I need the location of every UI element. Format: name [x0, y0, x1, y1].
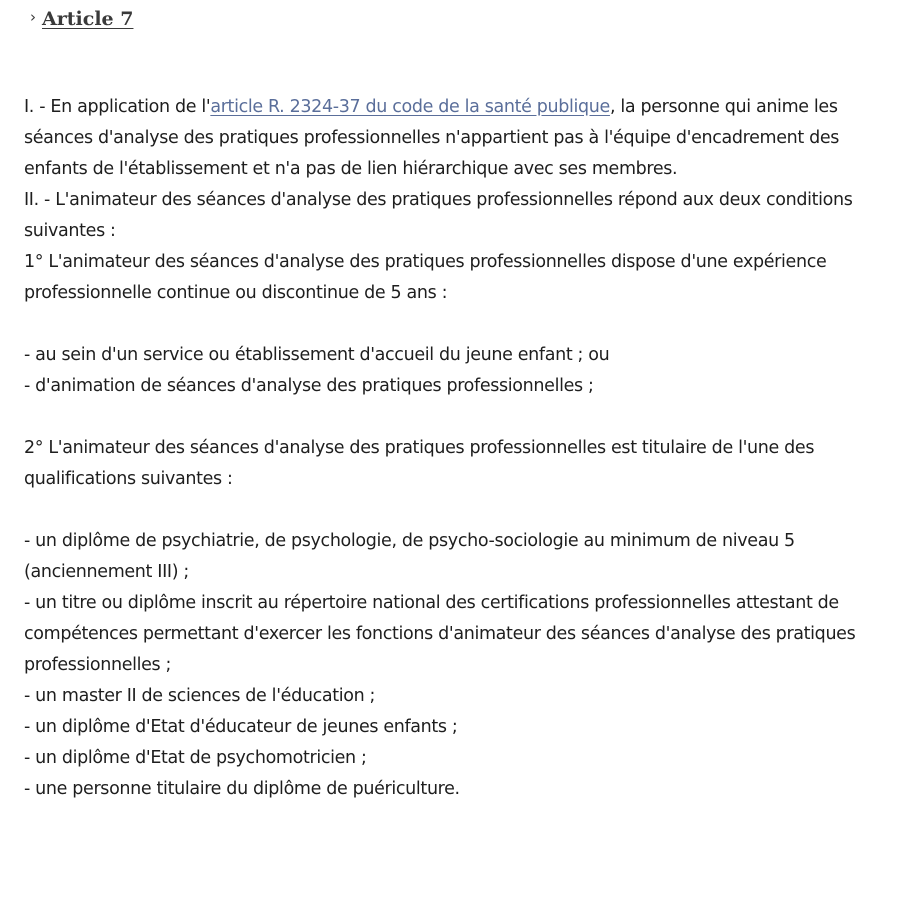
spacer	[24, 309, 896, 340]
list-item: - une personne titulaire du diplôme de puériculture.	[24, 779, 460, 799]
article-title-link[interactable]: Article 7	[42, 8, 134, 30]
list-item: - au sein d'un service ou établissement d'accueil du jeune enfant ; ou	[24, 345, 610, 365]
list-item: - un diplôme d'Etat d'éducateur de jeunes enfants ;	[24, 717, 458, 737]
article-body	[24, 92, 896, 805]
paragraph-1-text-after: , la personne qui anime les séances d'analyse des pratiques professionnelles n'appartient pas à l'équipe d'encadrement des enfants de l'établissement et n'a pas de lien hiérarchique avec ses membres.	[24, 97, 840, 179]
condition-1-text: 1° L'animateur des séances d'analyse des pratiques professionnelles dispose d'une expérience professionnelle continue ou discontinue de 5 ans :	[24, 252, 827, 303]
condition-2-text: 2° L'animateur des séances d'analyse des pratiques professionnelles est titulaire de l'une des qualifications suivantes :	[24, 438, 815, 489]
chevron-right-icon: ›	[30, 7, 36, 26]
list-item: - un titre ou diplôme inscrit au répertoire national des certifications professionnelles attestant de compétences permettant d'exercer les fonctions d'animateur des séances d'analyse des pratiques professionnelles ;	[24, 593, 856, 675]
spacer	[24, 495, 896, 526]
paragraph-1	[24, 92, 896, 185]
list-item: - un diplôme de psychiatrie, de psychologie, de psycho-sociologie au minimum de niveau 5 (anciennement III) ;	[24, 531, 795, 582]
code-sante-publique-link[interactable]: article R. 2324-37 du code de la santé publique	[210, 97, 610, 117]
list-item: - un master II de sciences de l'éducation ;	[24, 686, 376, 706]
list-item: - d'animation de séances d'analyse des pratiques professionnelles ;	[24, 376, 594, 396]
spacer	[24, 402, 896, 433]
paragraph-2: II. - L'animateur des séances d'analyse des pratiques professionnelles répond aux deux conditions suivantes :	[24, 190, 853, 241]
paragraph-1-text-before: I. - En application de l'	[24, 97, 211, 117]
list-item: - un diplôme d'Etat de psychomotricien ;	[24, 748, 367, 768]
article-header[interactable]	[30, 8, 133, 30]
